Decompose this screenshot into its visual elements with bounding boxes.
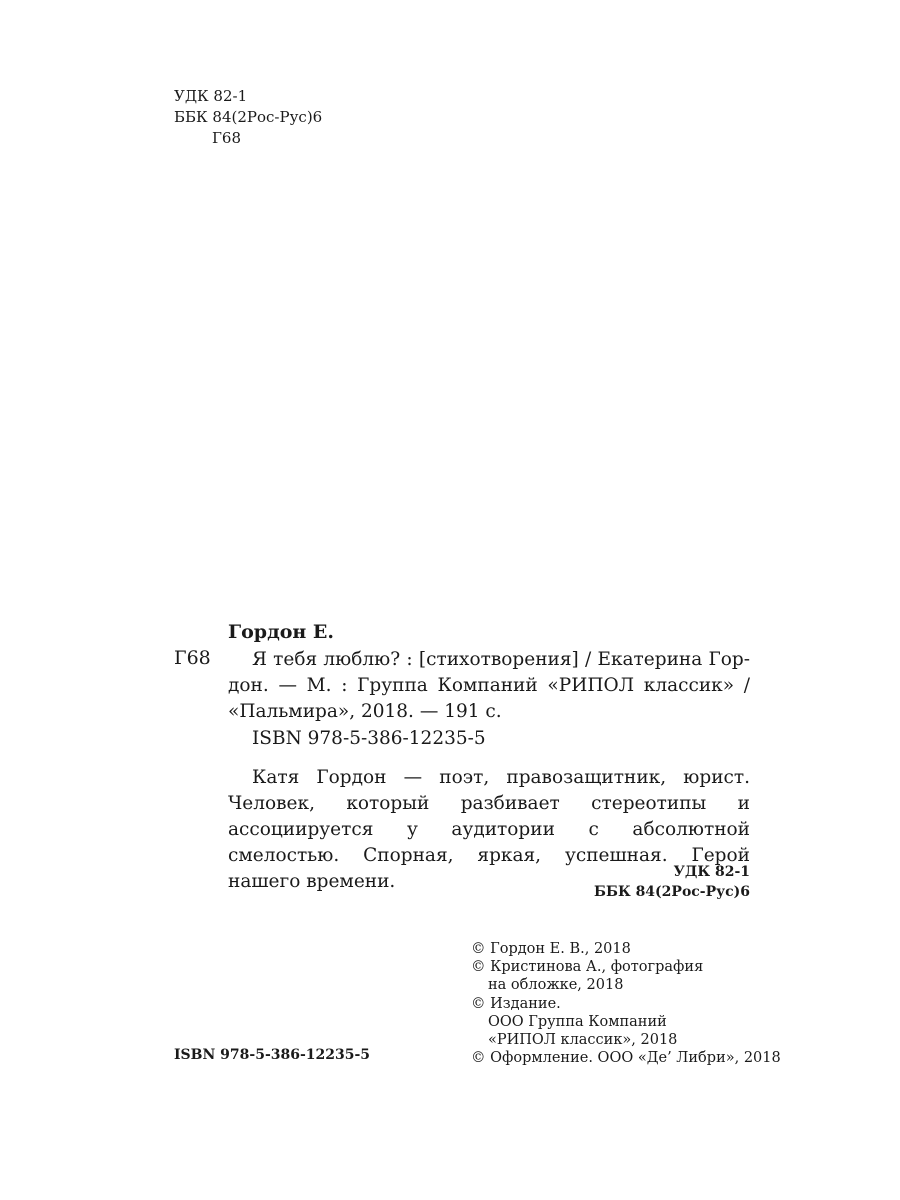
- classification-right: [594, 862, 750, 902]
- record-author: Гордон Е.: [228, 621, 335, 643]
- udk-code-right: УДК 82-1: [673, 864, 750, 880]
- copyright-design: © Оформление. ООО «Де’ Либри», 2018: [471, 1050, 781, 1067]
- copyright-photo-cont: на обложке, 2018: [488, 977, 624, 994]
- isbn-bottom: ISBN 978-5-386-12235-5: [174, 1047, 371, 1063]
- record-annotation: Катя Гордон — поэт, правозащитник, юрист. Человек, который разбивает стереотипы и ассоциируется у аудитории с абсолютной смелостью. Спорная, яркая, успешная. Герой нашего времени.: [228, 767, 750, 892]
- bbk-code-right: ББК 84(2Рос-Рус)6: [594, 884, 750, 900]
- classification-top: [174, 86, 322, 149]
- copyright-author: © Гордон Е. В., 2018: [471, 941, 631, 957]
- record-isbn: ISBN 978-5-386-12235-5: [252, 728, 486, 749]
- bbk-code: ББК 84(2Рос-Рус)6: [174, 108, 323, 126]
- record-description: [228, 647, 750, 725]
- copyright-edition-cont-2: «РИПОЛ классик», 2018: [488, 1032, 678, 1049]
- copyright-block: [471, 940, 781, 1067]
- author-sign-top: Г68: [212, 129, 242, 147]
- copyright-edition-cont-1: ООО Группа Компаний: [488, 1013, 667, 1030]
- udk-code: УДК 82-1: [174, 87, 248, 105]
- copyright-edition: © Издание.: [471, 995, 561, 1012]
- copyright-photo: © Кристинова А., фотография: [471, 959, 704, 976]
- record-description-text: Я тебя люблю? : [стихотворения] / Екатерина Гор- дон. — М. : Группа Компаний «РИПОЛ классик» / «Пальмира», 2018. — 191 с.: [228, 649, 750, 722]
- record-author-sign: Г68: [174, 647, 211, 669]
